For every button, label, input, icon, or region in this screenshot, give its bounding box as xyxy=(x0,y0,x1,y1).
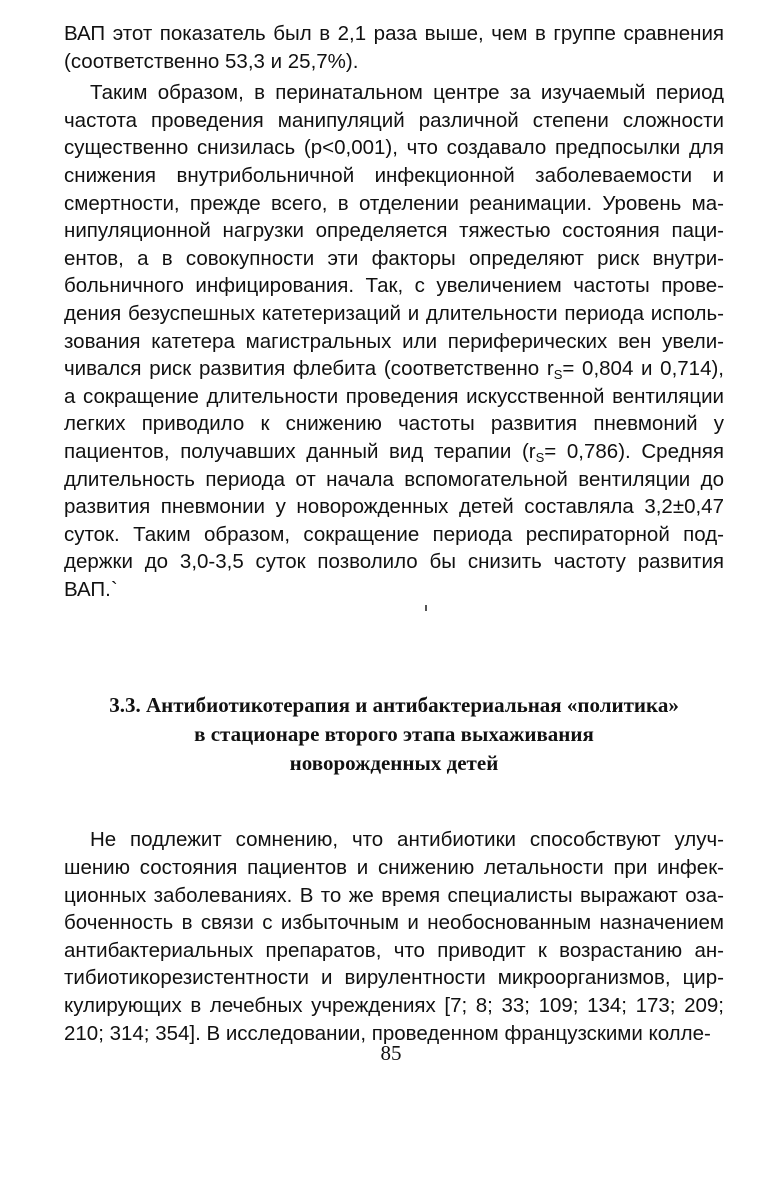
subscript-s-2: S xyxy=(535,449,545,465)
document-page xyxy=(64,20,724,1047)
section-heading-line-2: в стационаре второго этапа выхаживания xyxy=(194,722,594,747)
paragraph-antibiotics: Не подлежит сомнению, что антибиотики способствуют улучшению состояния пациентов и снижению летальности при инфекционных заболеваниях. В то же время специалисты выражают озабоченность в связи с избыточным и необоснованным назначением антибактериальных препаратов, что приводит к возрастанию антибиотикорезистентности и вирулентности микроорганизмов, циркулирующих в лечебных учреждениях [7; 8; 33; 109; 134; 173; 209; 210; 314; 354]. В исследовании, проведенном французскими колле- xyxy=(64,828,724,1045)
paragraph-continuation: ВАП этот показатель был в 2,1 раза выше, чем в группе сравнения (соответственно 53,3 и 25,7%). xyxy=(64,22,724,73)
section-heading-line-1: 3.3. Антибиотикотерапия и антибактериальная «политика» xyxy=(109,693,679,718)
paragraph-conclusion xyxy=(64,79,724,603)
paragraph-conclusion-part-3: = 0,786). Средняя длительность периода от начала вспомогательной вентиляции до развития пневмонии у новорожденных детей составляла 3,2±0,47 суток. Таким образом, сокращение периода респираторной поддержки до 3,0-3,5 суток позволило бы снизить частоту развития ВАП.` xyxy=(64,439,724,601)
section-heading xyxy=(64,691,724,778)
scan-speck xyxy=(425,605,427,611)
section-heading-line-3: новорожденных детей xyxy=(289,751,499,776)
subscript-s-1: S xyxy=(553,367,563,383)
paragraph-conclusion-part-1: Таким образом, в перинатальном центре за изучаемый период частота проведения манипуляций различной степени сложности существенно снизилась (р<0,001), что создавало предпосылки для снижения внутрибольничной инфекционной заболеваемости и смертности, прежде всего, в отделении реанимации. Уровень манипуляционной нагрузки определяется тяжестью состояния пациентов, а в совокупности эти факторы определяют риск внутрибольничного инфицирования. Так, с увеличением частоты проведения безуспешных катетеризаций и длительности периода использования катетера магистральных или периферических вен увеличивался риск развития флебита (соответственно r xyxy=(64,81,724,381)
page-number: 85 xyxy=(380,1041,402,1065)
paragraph-conclusion-part-2: = 0,804 и 0,714), а сокращение длительности проведения искусственной вентиляции легких приводило к снижению частоты развития пневмоний у пациентов, получавших данный вид терапии (r xyxy=(64,357,724,463)
